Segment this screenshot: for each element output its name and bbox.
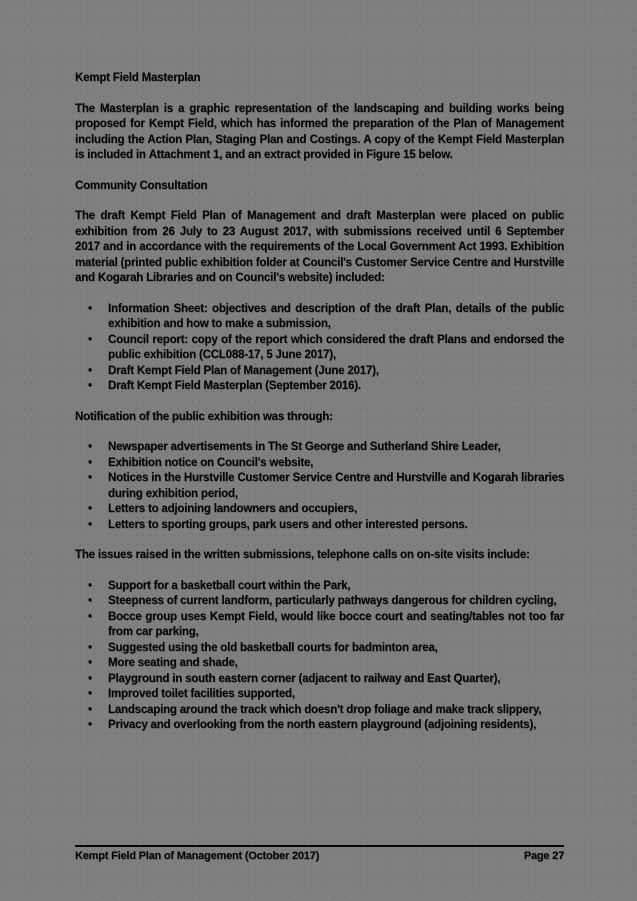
list-item: • Letters to adjoining landowners and occupiers, [75, 502, 564, 518]
section-heading-masterplan: Kempt Field Masterplan [75, 72, 201, 84]
notification-methods-list [75, 440, 564, 533]
page-footer [75, 845, 564, 862]
list-item: • Suggested using the old basketball courts for badminton area, [75, 641, 564, 657]
section-heading-community-consultation: Community Consultation [75, 179, 208, 192]
footer-document-title: Kempt Field Plan of Management (October 2017) [75, 850, 320, 862]
paragraph-masterplan-text: The Masterplan is a graphic representation of the landscaping and building works being proposed for Kempt Field, which has informed the preparation of the Plan of Management including the Action Plan, Staging Plan and Costings. A copy of the Kempt Field Masterplan is included in [75, 102, 564, 161]
list-item: • Draft Kempt Field Masterplan (September 2016). [75, 379, 564, 395]
list-item: • Letters to sporting groups, park users and other interested persons. [75, 518, 564, 534]
list-item: • Notices in the Hurstville Customer Service Centre and Hurstville and Kogarah libraries during exhibition period, [75, 471, 564, 502]
list-item: • Council report: copy of the report which considered the draft Plans and endorsed the public exhibition (CCL088-17, 5 June 2017), [75, 333, 564, 364]
exhibition-material-list [75, 302, 564, 395]
document-content [75, 71, 564, 749]
paragraph-masterplan-text-3: below. [415, 149, 453, 161]
paragraph-masterplan [75, 102, 564, 164]
list-item: • Landscaping around the track which doesn't drop foliage and make track slippery, [75, 703, 564, 719]
list-item: • Bocce group uses Kempt Field, would like bocce court and seating/tables not too far from car parking, [75, 610, 564, 641]
issues-raised-list [75, 579, 564, 734]
list-item: • Draft Kempt Field Plan of Management (June 2017), [75, 364, 564, 380]
list-item: • Improved toilet facilities supported, [75, 687, 564, 703]
paragraph-masterplan-text-2: , and an extract provided in [219, 149, 367, 161]
list-item: • Support for a basketball court within the Park, [75, 579, 564, 595]
paragraph-exhibition: The draft Kempt Field Plan of Management and draft Masterplan were placed on public exhibition from 26 July to 23 August 2017, with submissions received until 6 September 2017 and in accordance with the requirements of the Local Government Act 1993. Exhibition material (printed public exhibition folder at Council's Customer Service Centre and Hurstville and Kogarah Libraries and on Council's website) included: [75, 210, 564, 284]
list-item: • Playground in south eastern corner (adjacent to railway and East Quarter), [75, 672, 564, 688]
paragraph-issues: The issues raised in the written submissions, telephone calls on on-site visits include: [75, 549, 530, 561]
paragraph-notification: Notification of the public exhibition was through: [75, 410, 333, 423]
list-item: • Steepness of current landform, particularly pathways dangerous for children cycling, [75, 594, 564, 610]
attachment-1-reference: Attachment 1 [148, 149, 220, 161]
list-item: • More seating and shade, [75, 656, 564, 672]
list-item: • Exhibition notice on Council's website, [75, 456, 564, 472]
list-item: • Newspaper advertisements in The St George and Sutherland Shire Leader, [75, 440, 564, 456]
list-item: • Privacy and overlooking from the north eastern playground (adjoining residents), [75, 718, 564, 734]
footer-page-number: Page 27 [523, 850, 564, 862]
list-item: • Information Sheet: objectives and description of the draft Plan, details of the public exhibition and how to make a submission, [75, 302, 564, 333]
figure-15-reference: Figure 15 [366, 149, 416, 161]
